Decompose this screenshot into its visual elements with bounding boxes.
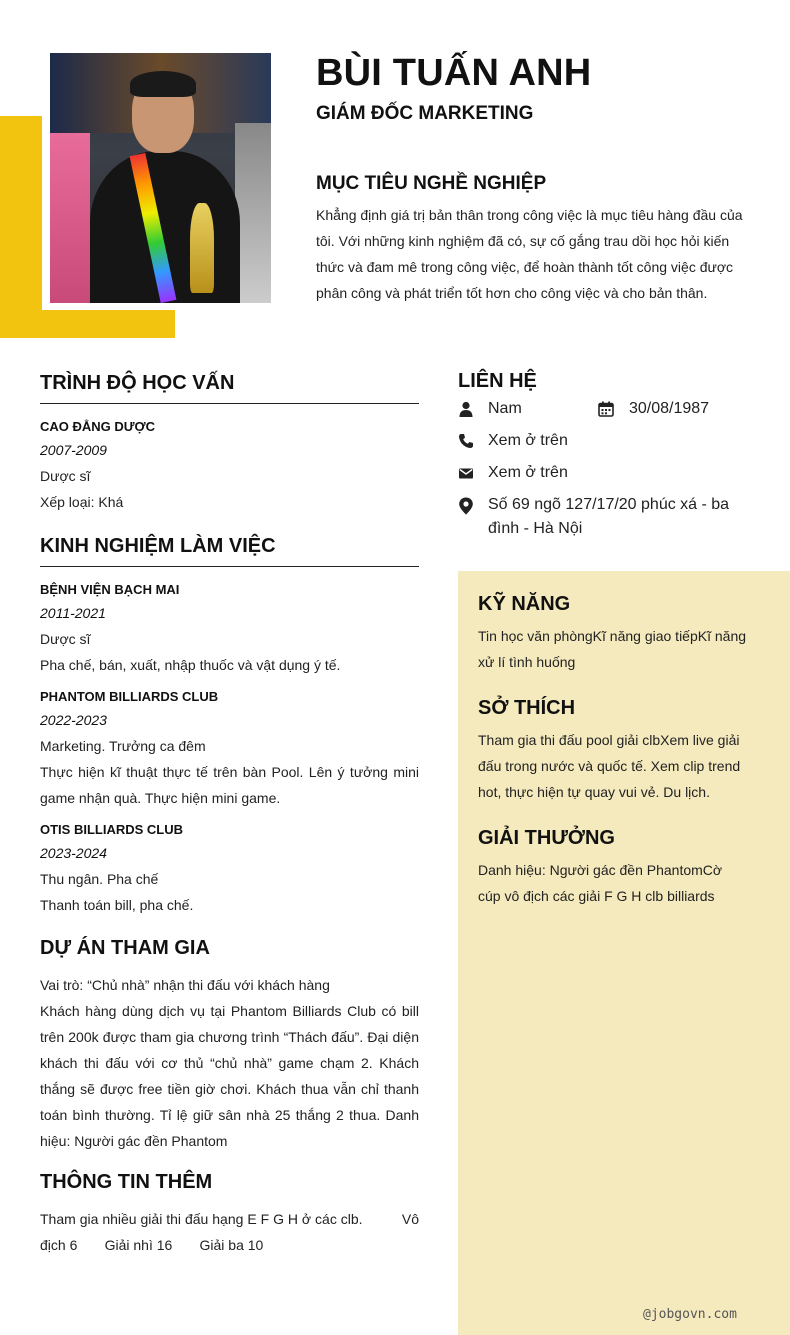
education-title: TRÌNH ĐỘ HỌC VẤN bbox=[40, 372, 235, 394]
job-years: 2023-2024 bbox=[40, 845, 107, 861]
location-pin-icon bbox=[458, 497, 474, 513]
skills-text: Tin học văn phòngKĩ năng giao tiếpKĩ năng xử lí tình huống bbox=[478, 628, 747, 670]
job-company: BỆNH VIỆN BẠCH MAI bbox=[40, 582, 180, 597]
projects-title: DỰ ÁN THAM GIA bbox=[40, 937, 210, 959]
candidate-position: GIÁM ĐỐC MARKETING bbox=[316, 103, 534, 124]
education-grade: Xếp loại: Khá bbox=[40, 494, 124, 510]
contact-row-phone bbox=[458, 429, 758, 461]
accent-bar-vertical bbox=[0, 116, 42, 338]
contact-title: LIÊN HỆ bbox=[458, 370, 537, 392]
job-company: OTIS BILLIARDS CLUB bbox=[40, 822, 183, 837]
hobbies-title: SỞ THÍCH bbox=[478, 697, 576, 719]
job-entry bbox=[40, 580, 419, 678]
job-role: Marketing. Trưởng ca đêm bbox=[40, 738, 206, 754]
job-description: Thực hiện kĩ thuật thực tế trên bàn Pool. Lên ý tưởng mini game nhận quà. Thực hiện mini game. bbox=[40, 764, 419, 806]
extra-info-title: THÔNG TIN THÊM bbox=[40, 1171, 213, 1193]
awards-title: GIẢI THƯỞNG bbox=[478, 827, 615, 849]
job-role: Dược sĩ bbox=[40, 631, 91, 647]
accent-bar-horizontal bbox=[0, 310, 175, 338]
experience-title: KINH NGHIỆM LÀM VIỆC bbox=[40, 535, 276, 557]
contact-row-gender bbox=[458, 397, 758, 429]
profile-photo bbox=[50, 53, 271, 303]
experience-divider bbox=[40, 566, 419, 567]
mail-icon bbox=[458, 465, 474, 481]
phone-icon bbox=[458, 433, 474, 449]
project-role: Vai trò: “Chủ nhà” nhận thi đấu với khách hàng bbox=[40, 977, 330, 993]
calendar-icon bbox=[598, 401, 614, 417]
awards-text: Danh hiệu: Người gác đền PhantomCờ cúp vô địch các giải F G H clb billiards bbox=[478, 862, 723, 904]
objective-title: MỤC TIÊU NGHỀ NGHIỆP bbox=[316, 173, 547, 194]
left-column bbox=[40, 372, 423, 1258]
job-role: Thu ngân. Pha chế bbox=[40, 871, 159, 887]
project-description: Khách hàng dùng dịch vụ tại Phantom Billiards Club có bill trên 200k được tham gia chương trình “Thách đấu”. Đại diện khách thi đấu với cơ thủ “chủ nhà” game chạm 2. Khách thắng sẽ được free tiền giờ chơi. Khách thua vẫn chỉ thanh toán bình thường. Tỉ lệ giữ sân nhà 25 thắng 2 thua. Danh hiệu: Người gác đền Phantom bbox=[40, 1003, 419, 1149]
watermark: @jobgovn.com bbox=[643, 1307, 737, 1322]
job-entry bbox=[40, 820, 419, 918]
extra-info-text: Tham gia nhiều giải thi đấu hạng E F G H ở các clb. Vô địch 6 Giải nhì 16 Giải ba 10 bbox=[40, 1211, 423, 1253]
side-panel bbox=[458, 571, 790, 1335]
contact-email[interactable]: Xem ở trên bbox=[488, 464, 568, 481]
education-major: Dược sĩ bbox=[40, 468, 91, 484]
contact-birthday: 30/08/1987 bbox=[629, 400, 710, 417]
education-school: CAO ĐẲNG DƯỢC bbox=[40, 419, 156, 434]
job-years: 2011-2021 bbox=[40, 605, 106, 621]
job-entry bbox=[40, 687, 419, 811]
contact-address: Số 69 ngõ 127/17/20 phúc xá - ba đình - Hà Nội bbox=[488, 496, 730, 537]
job-description: Pha chế, bán, xuất, nhập thuốc và vật dụng ý tế. bbox=[40, 657, 341, 673]
education-divider bbox=[40, 403, 419, 404]
candidate-name: BÙI TUẤN ANH bbox=[316, 52, 592, 94]
contact-row-address bbox=[458, 493, 758, 543]
contact-section bbox=[458, 370, 758, 543]
person-icon bbox=[458, 401, 474, 417]
job-years: 2022-2023 bbox=[40, 712, 107, 728]
skills-title: KỸ NĂNG bbox=[478, 593, 571, 615]
job-description: Thanh toán bill, pha chế. bbox=[40, 897, 194, 913]
contact-row-email bbox=[458, 461, 758, 493]
job-company: PHANTOM BILLIARDS CLUB bbox=[40, 689, 219, 704]
contact-gender: Nam bbox=[488, 400, 522, 417]
education-years: 2007-2009 bbox=[40, 442, 107, 458]
contact-phone[interactable]: Xem ở trên bbox=[488, 432, 568, 449]
hobbies-text: Tham gia thi đấu pool giải clbXem live giải đấu trong nước và quốc tế. Xem clip trend hot, thực hiện tự quay vui vẻ. Du lịch. bbox=[478, 732, 741, 800]
objective-text: Khẳng định giá trị bản thân trong công việc là mục tiêu hàng đầu của tôi. Với những kinh nghiệm đã có, sự cố gắng trau dồi học hỏi kiến thức và đam mê trong công việc, để hoàn thành tốt công việc được phân công và phát triển tốt hơn cho công việc và cho bản thân. bbox=[316, 207, 743, 301]
